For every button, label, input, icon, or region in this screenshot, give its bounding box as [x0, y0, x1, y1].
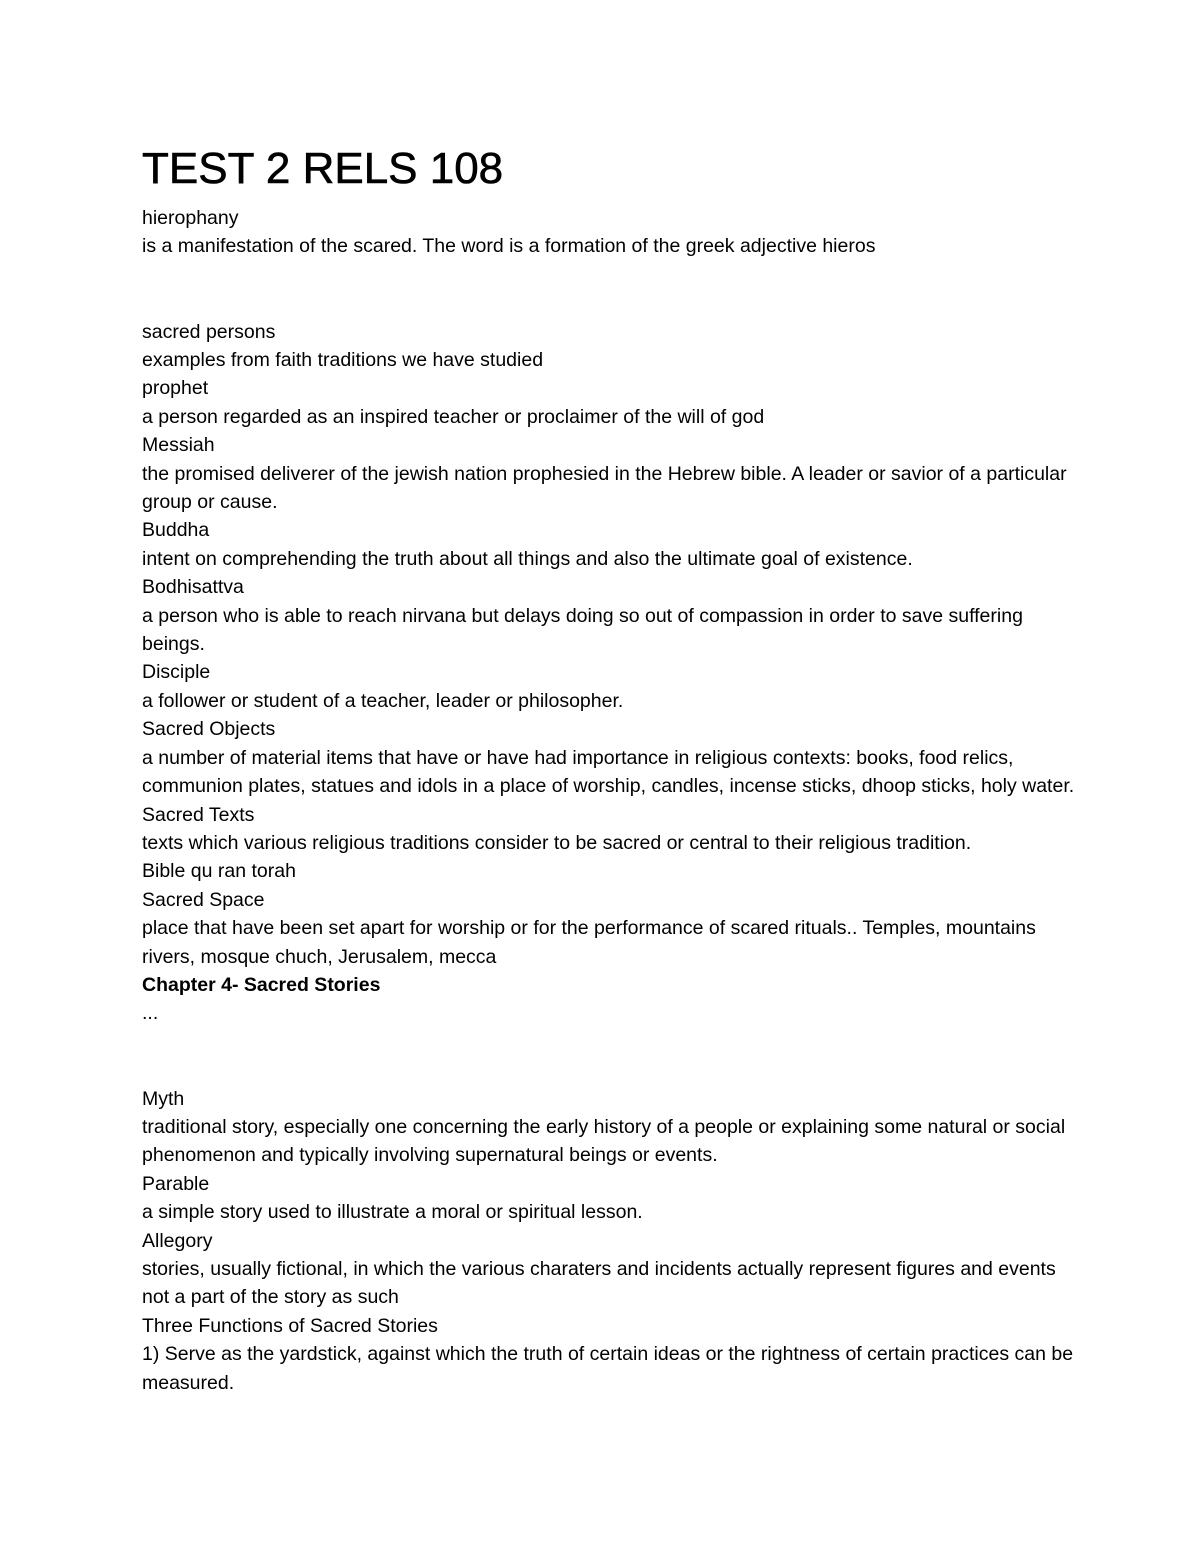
- blank-line: [142, 261, 1082, 289]
- text-line: examples from faith traditions we have studied: [142, 349, 544, 371]
- document-title: TEST 2 RELS 108: [142, 144, 504, 193]
- section-heading: Chapter 4- Sacred Stories: [142, 973, 381, 996]
- text-line: hierophany: [142, 207, 239, 229]
- text-line: a number of material items that have or have had importance in religious contexts: books, food relics, communion plates, statues and idols in a place of worship, candles, incense sticks, dhoop sticks, holy water.: [142, 746, 1075, 798]
- blank-line: [142, 1056, 1082, 1084]
- text-line: traditional story, especially one concerning the early history of a people or explaining some natural or social phenomenon and typically involving supernatural beings or events.: [142, 1115, 1066, 1167]
- text-line: a simple story used to illustrate a moral or spiritual lesson.: [142, 1201, 643, 1224]
- text-line: a follower or student of a teacher, leader or philosopher.: [142, 689, 624, 712]
- text-line: ...: [142, 1002, 159, 1025]
- text-line: Sacred Objects: [142, 718, 276, 741]
- blank-line: [142, 1028, 1082, 1056]
- text-line: intent on comprehending the truth about all things and also the ultimate goal of existence.: [142, 547, 913, 570]
- text-line: Three Functions of Sacred Stories: [142, 1314, 438, 1337]
- text-line: Allegory: [142, 1229, 213, 1252]
- text-line: Bible qu ran torah: [142, 860, 296, 883]
- document-body: [142, 204, 1082, 1397]
- text-line: a person regarded as an inspired teacher or proclaimer of the will of god: [142, 405, 765, 428]
- text-line: texts which various religious traditions consider to be sacred or central to their religious tradition.: [142, 831, 972, 854]
- text-line: Sacred Space: [142, 888, 265, 911]
- text-line: a person who is able to reach nirvana but delays doing so out of compassion in order to save suffering beings.: [142, 604, 1023, 656]
- text-line: place that have been set apart for worship or for the performance of scared rituals.. Temples, mountains rivers, mosque chuch, Jerusalem, mecca: [142, 917, 1036, 968]
- blank-line: [142, 289, 1082, 317]
- text-line: Disciple: [142, 661, 211, 684]
- text-line: 1) Serve as the yardstick, against which the truth of certain ideas or the rightness of certain practices can be measured.: [142, 1343, 1074, 1394]
- document-page: [142, 138, 1082, 1397]
- text-line: Myth: [142, 1087, 185, 1110]
- text-line: Parable: [142, 1172, 210, 1195]
- text-line: prophet: [142, 377, 209, 400]
- text-line: sacred persons: [142, 320, 276, 343]
- text-line: stories, usually fictional, in which the various charaters and incidents actually represent figures and events not a part of the story as such: [142, 1257, 1056, 1309]
- text-line: Bodhisattva: [142, 576, 244, 599]
- text-line: Messiah: [142, 434, 215, 457]
- text-line: Sacred Texts: [142, 803, 255, 826]
- text-line: the promised deliverer of the jewish nation prophesied in the Hebrew bible. A leader or savior of a particular group or cause.: [142, 462, 1067, 514]
- text-line: Buddha: [142, 519, 210, 542]
- text-line: is a manifestation of the scared. The word is a formation of the greek adjective hieros: [142, 235, 876, 258]
